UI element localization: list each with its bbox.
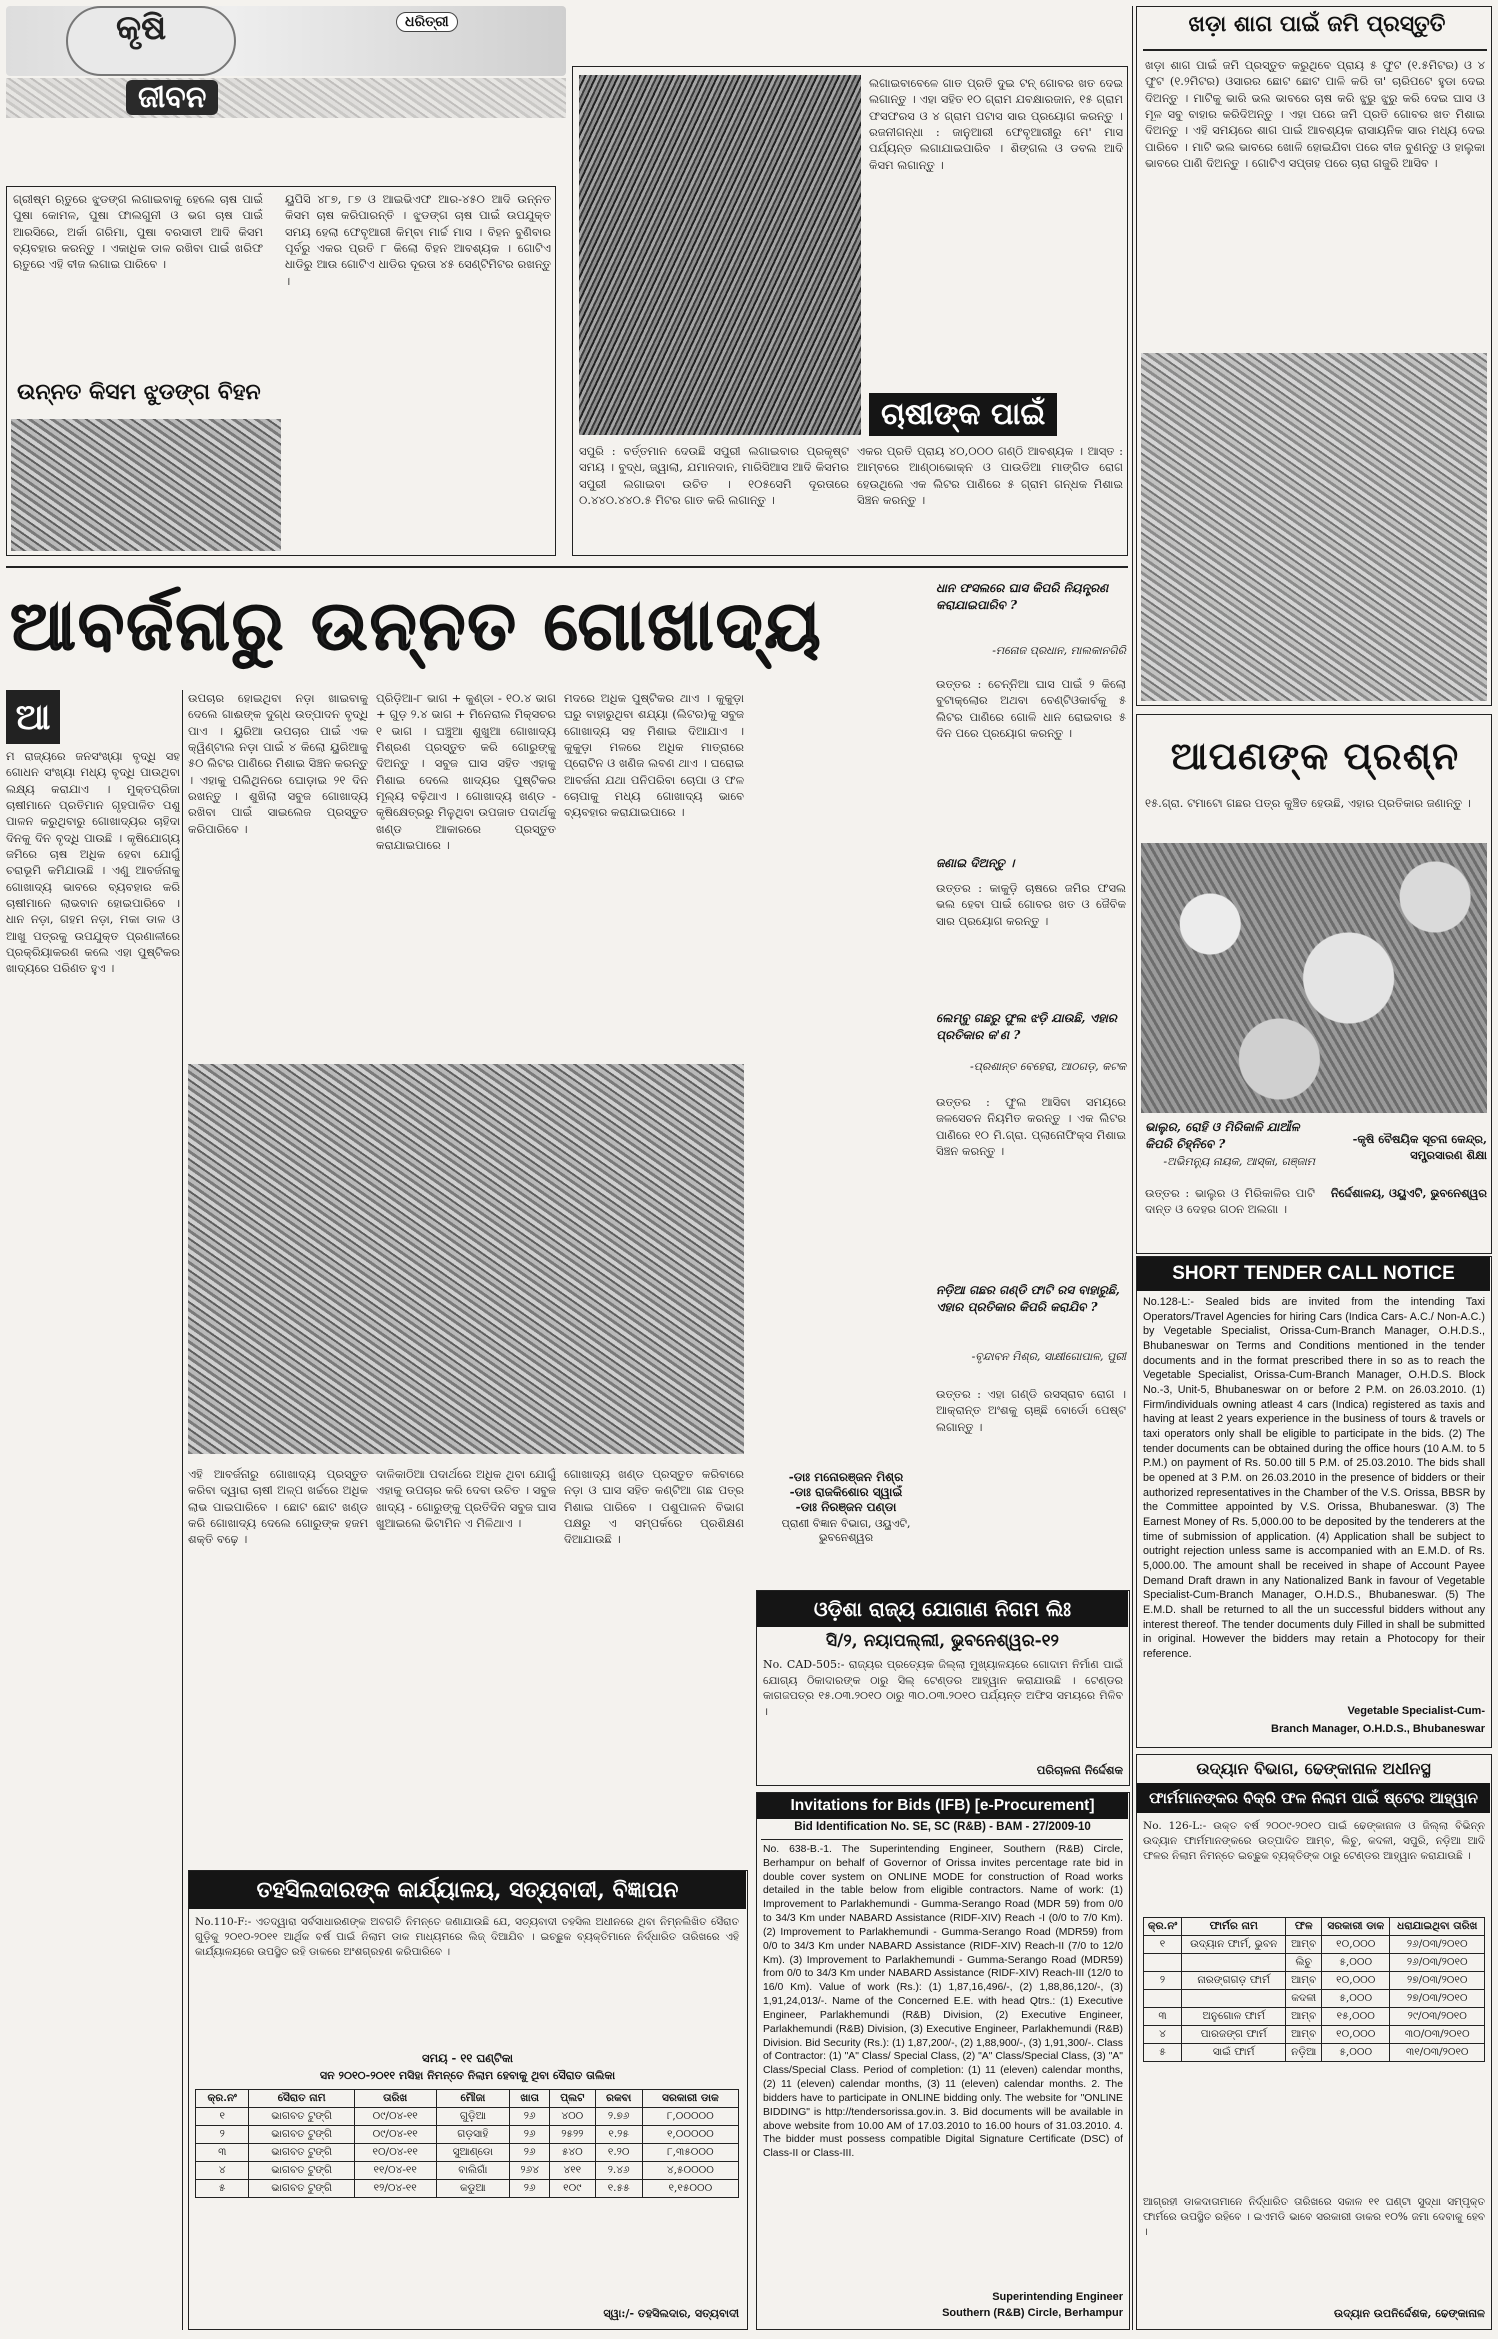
ifb-body: No. 638-B.-1. The Superintending Engineer, Southern (R&B) Circle, Berhampur on behalf of Governor of Orissa invites percentage rate bid in double cover system on ONLINE MODE for construction of Road works detailed in the table below from eligible contractors. Name of work: (1) Improvement to Parlakhemundi - Gumma-Serango Road (MDR 59) from 0/0 to 34/3 Km under NABARD Assistance (RIDF-XIV) Reach -I (0/0 to 7/0 Km). (2) Improvement to Parlakhemundi - Gumma-Serango Road (MDR59) from 0/0 to 34/3 Km under NABARD Assistance (RIDF-XIV) Reach-II (7/0 to 12/0 Km). (3) Improvement to Parlakhemundi - Gumma-Serango Road (MDR59) from 0/0 to 34/3 Km under NABARD Assistance (RIDF-XIV) Reach-III (12/0 to 16/0 Km). Value of work (Rs.): (1) 1,87,16,496/-, (2) 1,88,86,120/-, (3) 1,91,24,013/-. Name of the Concerned E.E. with head Qtrs.: (1) Executive Engineer, Parlakhemundi (R&B) Division, (2) Executive Engineer, Parlakhemundi (R&B) Division, (3) Executive Engineer, Parlakhemundi (R&B) Division. Bid Security (Rs.): (1) 1,87,200/-, (2) 1,88,900/-, (3) 1,91,300/-. Class of Contractor: (1) "A" Class/ Special Class, (2) "A" Class/Special Class, (3) "A" Class/Special Class. Period of completion: (1) 11 (eleven) calendar months, (2) 11 (eleven) calendar months, (3) 11 (eleven) calendar months. 2. The bidders have to participate in ONLINE bidding only. The website for "ONLINE BIDDING" is http://tendersorissa.gov.in. 3. Bid documents will be available in above website from 10.00 AM of 17.03.2010 to 16.00 hours of 31.03.2010. 4. The bidder must possess compatible Digital Signature Certificate (DSC) of Class-II or Class-III. [763, 1844, 1123, 2160]
supply-corp-sign: ପରିଚାଳନା ନିର୍ଦ୍ଦେଶକ [1036, 1763, 1123, 1777]
short-tender-headline: SHORT TENDER CALL NOTICE [1137, 1257, 1490, 1291]
table-cell: ୮,୩୫୦୦୦ [642, 2144, 738, 2162]
ifb-rule [761, 1839, 1123, 1840]
tahasil-sign: ସ୍ୱା:/- ତହସିଲଦାର, ସତ୍ୟବାଦୀ [603, 2307, 739, 2320]
table-cell: ୨୬ [510, 2180, 550, 2198]
masthead-paper: ଧରିତ୍ରୀ [396, 12, 458, 32]
ifb-sign-2: Southern (R&B) Circle, Berhampur [942, 2307, 1123, 2319]
short-tender-body: No.128-L:- Sealed bids are invited from the intending Taxi Operators/Travel Agencies for hiring Cars (Indica Cars- A.C./ Non-A.C.) by Vegetable Specialist, Orissa-Cum-Branch Manager, O.H.D.S., Bhubaneswar on Terms and Conditions mentioned in the tender documents and in the format prescribed there in so as to reach the Vegetable Specialist, Orissa-Cum-Branch Manager, O.H.D.S. Block No.-3, Unit-5, Bhubaneswar on or before 2 P.M. on 26.03.2010. (1) Firm/individuals owning atleast 4 cars (Indica) registered as taxis and having at least 2 years experience in the business of tours & travels or taxi operators only shall be eligible to participate in the bids. (2) The tender documents can be obtained during the office hours (10 A.M. to 5 P.M.) on payment of Rs. 50.00 till 5 P.M. of 25.03.2010. The bids shall be opened at 3 P.M. on 26.03.2010 in the presence of bidders or their authorized representatives in the Chamber of the V.S. Orissa, BBSR by the Committee appointed by V.S. Orissa, Bhubaneswar. (3) The Earnest Money of Rs. 5,000.00 to be deposited by the tenderers at the time of submission of application. (4) Application shall be subject to outright rejection unless same is accompanied with an E.M.D. of Rs. 5,000.00. The amount shall be received in shape of Account Payee Demand Draft drawn in any Nationalized Bank in favour of Vegetable Specialist-Cum-Branch Manager, O.H.D.S., Bhubaneswar. (5) The E.M.D. shall be returned to all the un successful bidders without any interest thereof. The tender documents duly Filled in shall be submitted in original. However the bidders may retain a Photocopy for their reference. [1143, 1296, 1485, 1661]
table-cell: ୧୨/୦୪-୧୧ [354, 2180, 436, 2198]
table-cell: ୨୬୪ [510, 2162, 550, 2180]
beans-article [6, 186, 556, 556]
column-rule-right [1132, 6, 1133, 2330]
table-cell: ୧୦/୦୪-୧୧ [354, 2144, 436, 2162]
tahasil-col-2: ତାରିଖ [354, 2090, 436, 2108]
table-cell: ଗୁଡ଼ିଆ [436, 2108, 510, 2126]
short-tender-box [1136, 1256, 1492, 1748]
table-cell: ୧୦,୦୦୦ [1322, 1936, 1390, 1954]
main-headline: ଆବର୍ଜନାରୁ ଉନ୍ନତ ଗୋଖାଦ୍ୟ [10, 586, 823, 666]
table-cell: ୨.୭୬ [595, 2108, 642, 2126]
your-question-q: ଭାଲୁର, ରୋହି ଓ ମିରିକାଳି ଯାଆଁଳ କିପରି ଚିହ୍ନିବେ ? [1145, 1120, 1300, 1151]
your-question-intro: ୧୫.ଗ୍ରା. ଟମାଟୋ ଗଛର ପତ୍ର କୁଞ୍ଚିତ ହେଉଛି, ଏହାର ପ୍ରତିକାର ଜଣାନ୍ତୁ । [1145, 796, 1471, 810]
flowers-bottom-left: ସପୁରି : ବର୍ତ୍ତମାନ ଦେଉଛି ସପୁରୀ ଲଗାଇବାର ପ୍ରକୃଷ୍ଟ ସମୟ । ବୁଦ୍ଧ, ଜ୍ୱାଲା, ଯମାନଦାନ, ମାରିସିଆସ ଆଦି କିସମର ସପୁରୀ ଲଗାଇବା ଉଚିତ । ୧୦୫ସେମି ଦୂରତାରେ ୦.୪୪୦.୪୪୦.୫ ମିଟର ଗାତ କରି ଲଗାନ୍ତୁ । [579, 444, 849, 507]
table-cell: ୧,୦୦୦୦୦ [642, 2126, 738, 2144]
table-cell: ବାଲିଗାଁ [436, 2162, 510, 2180]
tahasil-headline: ତହସିଲଦାରଙ୍କ କାର୍ଯ୍ୟାଳୟ, ସତ୍ୟବାଦୀ, ବିଜ୍ଞାପନ [189, 1871, 746, 1909]
table-row [196, 2162, 739, 2180]
main-col1: ମ ରାଜ୍ୟରେ ଜନସଂଖ୍ୟା ବୃଦ୍ଧି ସହ ଗୋଧନ ସଂଖ୍ୟା ମଧ୍ୟ ବୃଦ୍ଧି ପାଉଥିବା ଲକ୍ଷ୍ୟ କରାଯାଏ । ମୁକ୍ତପ୍ରିଜା ଚାଷୀମାନେ ପ୍ରତିମାନ ଗୃହପାଳିତ ପଶୁ ପାଳନ କରୁଥିବାରୁ ଗୋଖାଦ୍ୟର ଚାହିଦା ଦିନକୁ ଦିନ ବୃଦ୍ଧି ପାଉଛି । କୃଷିଯୋଗ୍ୟ ଜମିରେ ଚାଷ ଅଧିକ ହେବା ଯୋଗୁଁ ଚରାଭୂମି କମିଯାଉଛି । ଏଣୁ ଆବର୍ଜନାକୁ ଗୋଖାଦ୍ୟ ଭାବରେ ବ୍ୟବହାର କରି ଚାଷୀମାନେ ଲାଭବାନ ହୋଇପାରିବେ । ଧାନ ନଡ଼ା, ଗହମ ନଡ଼ା, ମକା ଡାଳ ଓ ଆଖୁ ପତ୍ରକୁ ଉପଯୁକ୍ତ ପ୍ରଣାଳୀରେ ପ୍ରକ୍ରିୟାକରଣ କଲେ ଏହା ପୁଷ୍ଟିକର ଖାଦ୍ୟରେ ପରିଣତ ହୁଏ । [6, 749, 180, 976]
main-col2: ଉପଚାର ହୋଇଥିବା ନଡ଼ା ଖାଇବାକୁ ଦେଲେ ଗାଈଙ୍କ ଦୁଗ୍ଧ ଉତ୍ପାଦନ ବୃଦ୍ଧି ପାଏ । ୟୁରିଆ ଉପଚାର ପାଇଁ ଏକ କ୍ୱିଣ୍ଟାଲ ନଡ଼ା ପାଇଁ ୪ କିଲୋ ୟୁରିଆକୁ ୫୦ ଲିଟର ପାଣିରେ ମିଶାଇ ସିଞ୍ଚନ କରନ୍ତୁ । ଏହାକୁ ପଲିଥିନରେ ଘୋଡ଼ାଇ ୨୧ ଦିନ ରଖନ୍ତୁ । ଶୁଖିଲା ସବୁଜ ଗୋଖାଦ୍ୟ ରଖିବା ପାଇଁ ସାଇଲେଜ ପ୍ରସ୍ତୁତ କରିପାରିବେ । [188, 691, 368, 836]
beans-body-left: ଗ୍ରୀଷ୍ମ ଋତୁରେ ଝୁଡଙ୍ଗ ଲଗାଇବାକୁ ହେଲେ ଚାଷ ପାଇଁ ପୁଷା କୋମଳ, ପୁଷା ଫାଲଗୁନୀ ଓ ଭଗ ଚାଷ ପାଇଁ ଆରସିରେ, ଅର୍କା ଗରିମା, ପୁଷା ବରସାତୀ ଆଦି କିସମ ବ୍ୟବହାର କରନ୍ତୁ । ଏକାଧିକ ଡାଳ ରଖିବା ପାଇଁ ଖରିଫ ଋତୁରେ ଏହି ବୀଜ ଲଗାଇ ପାରିବେ । [13, 192, 263, 272]
headline-rule [6, 566, 1128, 568]
qa-answer-2: ଉତ୍ତର : କାକୁଡ଼ି ଚାଷରେ ଜମିର ଫସଲ ଭଲ ହେବା ପାଇଁ ଗୋବର ଖତ ଓ ଜୈବିକ ସାର ପ୍ରୟୋଗ କରନ୍ତୁ । [936, 881, 1126, 928]
table-cell: ୫,୦୦୦ [1322, 1990, 1390, 2008]
byline-2: -ଡାଃ ରାଜକିଶୋର ସ୍ୱାଇଁ [789, 1485, 903, 1499]
table-cell: ୨.୪୬ [595, 2162, 642, 2180]
your-question-photo [1141, 843, 1487, 1113]
table-cell: କଦଳୀ [1286, 1990, 1322, 2008]
table-cell: ନଡ଼ିଆ [1286, 2044, 1322, 2062]
table-row [1144, 1990, 1485, 2008]
table-row [196, 2126, 739, 2144]
table-cell: ୨ [1144, 1972, 1182, 1990]
main-photo [188, 1064, 744, 1454]
qa-question-2: ଜଣାଇ ଦିଅନ୍ତୁ । [936, 856, 1015, 870]
horti-col-4: ଧରାଯାଇଥିବା ତାରିଖ [1390, 1918, 1485, 1936]
masthead-crop-photo [6, 78, 566, 118]
table-cell: ୧ [196, 2108, 249, 2126]
table-row [1144, 2026, 1485, 2044]
table-cell: ଆମ୍ବ [1286, 1936, 1322, 1954]
tahasil-col-3: ମୌଜା [436, 2090, 510, 2108]
table-cell: ୧୦,୦୦୦ [1322, 1972, 1390, 1990]
table-row [196, 2180, 739, 2198]
table-cell: ୨୬/୦୩/୨୦୧୦ [1390, 1936, 1485, 1954]
table-cell: ୧.୨୫ [595, 2126, 642, 2144]
flowers-top-text: ଲଗାଇବାବେଳେ ଗାତ ପ୍ରତି ଦୁଇ ଟନ୍ ଗୋବର ଖତ ଦେଇ ଲଗାନ୍ତୁ । ଏହା ସହିତ ୧୦ ଗ୍ରାମ ଯବକ୍ଷାରଜାନ, ୧୫ ଗ୍ରାମ ଫସଫରସ ଓ ୪ ଗ୍ରାମ ପଟାସ ସାର ପ୍ରୟୋଗ କରନ୍ତୁ । ରଜନୀଗନ୍ଧା : ଜାନୁଆରୀ ଫେବୃଆରୀରୁ ମେ' ମାସ ପର୍ଯ୍ୟନ୍ତ ଲଗାଯାଇପାରିବ । ଶିଙ୍ଗଲ ଓ ଡବଲ ଆଦି କିସମ ଲଗାନ୍ତୁ । [869, 76, 1123, 172]
beans-body-right: ୟୁପିସି ୪୮୭, ୮୭ ଓ ଆଇଭିଏଫ ଆର-୪୫୦ ଆଦି ଉନ୍ନତ କିସମ ଚାଷ କରିପାରନ୍ତି । ଝୁଡଙ୍ଗ ଚାଷ ପାଇଁ ଉପଯୁକ୍ତ ସମୟ ହେଲା ଫେବୃଆରୀ କିମ୍ବା ମାର୍ଚ୍ଚ ମାସ । ବିହନ ବୁଣିବାର ପୂର୍ବରୁ ଏକର ପ୍ରତି ୮ କିଲୋ ବିହନ ଆବଶ୍ୟକ । ଗୋଟିଏ ଧାଡିରୁ ଆଉ ଗୋଟିଏ ଧାଡିର ଦୂରତା ୪୫ ସେଣ୍ଟିମିଟର ରଖନ୍ତୁ । [285, 192, 551, 288]
table-cell: ନାରଙ୍ଗଗଡ଼ ଫାର୍ମ [1182, 1972, 1286, 1990]
table-cell: ୫୪୦ [550, 2144, 596, 2162]
tahasil-table-body [196, 2108, 739, 2198]
tahasil-col-6: ରକବା [595, 2090, 642, 2108]
main-bottom-col1: ଏହି ଆବର୍ଜନାରୁ ଗୋଖାଦ୍ୟ ପ୍ରସ୍ତୁତ କରିବା ଦ୍ୱାରା ଚାଷୀ ଅଳ୍ପ ଖର୍ଚ୍ଚରେ ଅଧିକ ଲାଭ ପାଇପାରିବେ । ଛୋଟ ଛୋଟ ଖଣ୍ଡ କରି ଗୋଖାଦ୍ୟ ଦେଲେ ଗୋରୁଙ୍କ ହଜମ ଶକ୍ତି ବଢ଼େ । [188, 1467, 368, 1547]
main-bottom-col2: ଦାଳିକାଠିଆ ପଦାର୍ଥରେ ଅଧିକ ଥିବା ଯୋଗୁଁ ଏହାକୁ ଉପଚାର କରି ଦେବା ଉଚିତ । ସବୁଜ ଖାଦ୍ୟ - ଗୋରୁଙ୍କୁ ପ୍ରତିଦିନ ସବୁଜ ଘାସ ଖୁଆଇଲେ ଭିଟାମିନ ଏ ମିଳିଥାଏ । [376, 1467, 556, 1530]
flowers-photo [579, 75, 861, 435]
table-cell [1144, 1954, 1182, 1972]
table-cell: ସୁଆଣ୍ଡୋ [436, 2144, 510, 2162]
ifb-subhead: Bid Identification No. SE, SC (R&B) - BAM - 27/2009-10 [794, 1821, 1091, 1833]
table-cell: ୪୦୦ [550, 2108, 596, 2126]
table-cell: ୪,୫୦୦୦୦ [642, 2162, 738, 2180]
green-veg-rule [1143, 49, 1487, 51]
horti-col-1: ଫାର୍ମର ନାମ [1182, 1918, 1286, 1936]
main-bylines [756, 1470, 936, 1545]
flowers-article [572, 66, 1128, 556]
your-question-answer: ଉତ୍ତର : ଭାଲୁର ଓ ମିରିକାଳିର ପାଟି ଦାନ୍ତ ଓ ଦେହର ଗଠନ ଅଲଗା । [1145, 1186, 1315, 1217]
horti-sign: ଉଦ୍ୟାନ ଉପନିର୍ଦ୍ଦେଶକ, ଢେଙ୍କାନାଳ [1334, 2307, 1485, 2320]
qa-question-1: ଧାନ ଫସଲରେ ଘାସ କିପରି ନିୟନ୍ତ୍ରଣ କରାଯାଇପାରିବ ? [936, 581, 1109, 612]
table-cell: ୫ [1144, 2044, 1182, 2062]
table-cell: ୫ [196, 2180, 249, 2198]
supply-corp-address: ସି/୨, ନୟାପଲ୍ଲୀ, ଭୁବନେଶ୍ୱର-୧୨ [826, 1631, 1059, 1651]
table-cell: ୧୦୯ [550, 2180, 596, 2198]
beans-headline: ଉନ୍ନତ କିସମ ଝୁଡଙ୍ଗ ବିହନ [17, 379, 261, 405]
supply-corp-body: No. CAD-505:- ରାଜ୍ୟର ପ୍ରତ୍ୟେକ ଜିଲ୍ଲା ମୁଖ୍ୟାଳୟରେ ଗୋଦାମ ନିର୍ମାଣ ପାଇଁ ଯୋଗ୍ୟ ଠିକାଦାରଙ୍କ ଠାରୁ ସିଲ୍ ଟେଣ୍ଡର ଆହ୍ୱାନ କରାଯାଉଛି । ଟେଣ୍ଡର କାଗଜପତ୍ର ୧୫.୦୩.୨୦୧୦ ଠାରୁ ୩୦.୦୩.୨୦୧୦ ପର୍ଯ୍ୟନ୍ତ ଅଫିସ ସମୟରେ ମିଳିବ । [763, 1658, 1123, 1718]
table-cell: ୩୦/୦୩/୨୦୧୦ [1390, 2026, 1485, 2044]
table-cell: ୨୬ [510, 2108, 550, 2126]
table-row [196, 2144, 739, 2162]
supply-corp-box [756, 1590, 1130, 1786]
tahasil-box [188, 1870, 748, 2330]
table-cell: ୫,୦୦୦ [1322, 1954, 1390, 1972]
masthead-title: କୃଷି [116, 8, 167, 48]
your-question-headline: ଆପଣଙ୍କ ପ୍ରଶ୍ନ [1170, 733, 1460, 778]
table-cell: ୨୬ [510, 2144, 550, 2162]
table-cell: ଭାଗବତ ଟୁଙ୍ଗି [249, 2108, 354, 2126]
table-cell: ୨୬ [510, 2126, 550, 2144]
byline-affiliation: ପ୍ରାଣୀ ବିଜ୍ଞାନ ବିଭାଗ, ଓୟୁଏଟି, ଭୁବନେଶ୍ୱର [781, 1517, 911, 1544]
main-col3: ପ୍ରିଡ଼ିଆ-୮ ଭାଗ + କୁଣ୍ଡା - ୧୦.୪ ଭାଗ + ଗୁଡ଼ ୨.୪ ଭାଗ + ମିନେରାଲ ମିକ୍ସଚର ୧ ଭାଗ । ଘଞ୍ଚୁଆ ଶୁଖୁଆ ଗୋଖାଦ୍ୟ ମିଶ୍ରଣ ପ୍ରସ୍ତୁତ କରି ଗୋରୁଙ୍କୁ ଦିଅନ୍ତୁ । ସବୁଜ ଘାସ ସହିତ ଏହାକୁ ମିଶାଇ ଦେଲେ ଖାଦ୍ୟର ପୁଷ୍ଟିକର ମୂଲ୍ୟ ବଢ଼ିଥାଏ । ଗୋଖାଦ୍ୟ ଖଣ୍ଡ - କୃଷିକ୍ଷେତ୍ରରୁ ମିଳୁଥିବା ଉପଜାତ ପଦାର୍ଥକୁ ଖଣ୍ଡ ଆକାରରେ ପ୍ରସ୍ତୁତ କରାଯାଇପାରେ । [376, 691, 556, 852]
your-question-box [1136, 714, 1492, 1254]
table-cell: ଭାଗବତ ଟୁଙ୍ଗି [249, 2180, 354, 2198]
table-cell: ସାଇଁ ଫାର୍ମ [1182, 2044, 1286, 2062]
qa-question-4-byline: -ବୃନ୍ଦାବନ ମିଶ୍ର, ସାକ୍ଷୀଗୋପାଳ, ପୁରୀ [971, 1350, 1126, 1363]
byline-1: -ଡାଃ ମନୋରଞ୍ଜନ ମିଶ୍ର [788, 1470, 904, 1484]
table-cell: ଭାଗବତ ଟୁଙ୍ଗି [249, 2144, 354, 2162]
table-cell: ୨୫୨୨ [550, 2126, 596, 2144]
table-cell: ଆମ୍ବ [1286, 2026, 1322, 2044]
byline-3: -ଡାଃ ନିରଞ୍ଜନ ପଣ୍ଡା [795, 1500, 897, 1514]
table-row [1144, 2008, 1485, 2026]
qa-answer-1: ଉତ୍ତର : ଚେନ୍ନିଆ ଘାସ ପାଇଁ ୨ କିଲୋ ବୁଟାକ୍ଲୋର ଅଥବା ବେଣ୍ଟିଓକାର୍ବକୁ ୫ ଲିଟର ପାଣିରେ ଗୋଳି ଧାନ ରୋଇବାର ୫ ଦିନ ପରେ ପ୍ରୟୋଗ କରନ୍ତୁ । [936, 677, 1126, 740]
qa-question-3: ଲେମ୍ବୁ ଗଛରୁ ଫୁଲ ଝଡ଼ି ଯାଉଛି, ଏହାର ପ୍ରତିକାର କ'ଣ ? [936, 1011, 1117, 1042]
your-question-credit-2: ନିର୍ଦ୍ଦେଶାଳୟ, ଓୟୁଏଟି, ଭୁବନେଶ୍ୱର [1330, 1186, 1487, 1200]
tahasil-time: ସମୟ - ୧୧ ଘଣ୍ଟିକା [421, 2051, 514, 2065]
ifb-box [756, 1792, 1130, 2330]
table-cell [1144, 1990, 1182, 2008]
tahasil-col-1: ସୈରାତ ନାମ [249, 2090, 354, 2108]
table-cell: ୧.୨୦ [595, 2144, 642, 2162]
table-cell: ଭାଗବତ ଟୁଙ୍ଗି [249, 2162, 354, 2180]
horti-table [1143, 1917, 1485, 2062]
masthead [6, 6, 566, 76]
horti-body: No. 126-L:- ଉକ୍ତ ବର୍ଷ ୨୦୦୯-୨୦୧୦ ପାଇଁ ଢେଙ୍କାନାଳ ଓ ଜିଲ୍ଲା ବିଭିନ୍ନ ଉଦ୍ୟାନ ଫାର୍ମମାନଙ୍କରେ ଉତ୍ପାଦିତ ଆମ୍ବ, ଲିଚୁ, କଦଳୀ, ସପୁରି, ନଡ଼ିଆ ଆଦି ଫଳର ନିଲାମ ନିମନ୍ତେ ଇଚ୍ଛୁକ ବ୍ୟକ୍ତିଙ୍କ ଠାରୁ ଟେଣ୍ଡର ଆହ୍ୱାନ କରାଯାଉଛି । [1143, 1820, 1485, 1862]
table-cell: ୩ [1144, 2008, 1182, 2026]
horti-headline-1: ଉଦ୍ୟାନ ବିଭାଗ, ଢେଙ୍କାନାଳ ଅଧୀନସ୍ଥ [1196, 1759, 1431, 1778]
table-cell: ଲିଚୁ [1286, 1954, 1322, 1972]
table-row [1144, 1972, 1485, 1990]
table-cell: ଭାଗବତ ଟୁଙ୍ଗି [249, 2126, 354, 2144]
table-cell: ୦୯/୦୪-୧୧ [354, 2126, 436, 2144]
main-dropcap: ଆ [6, 690, 60, 744]
ifb-sign-1: Superintending Engineer [992, 2291, 1123, 2303]
table-cell: ଉଦ୍ୟାନ ଫାର୍ମ, ଭୁବନ [1182, 1936, 1286, 1954]
your-question-credit-1: -କୃଷି ବୈଷୟିକ ସୂଚନା କେନ୍ଦ୍ର, ସମ୍ପ୍ରସାରଣ ଶିକ୍ଷା [1352, 1132, 1487, 1163]
qa-answer-3: ଉତ୍ତର : ଫୁଲ ଆସିବା ସମୟରେ ଜଳସେଚନ ନିୟମିତ କରନ୍ତୁ । ଏକ ଲିଟର ପାଣିରେ ୧୦ ମି.ଗ୍ରା. ପ୍ଲାନୋଫିକ୍ସ ମିଶାଇ ସିଞ୍ଚନ କରନ୍ତୁ । [936, 1095, 1126, 1158]
table-cell: ୧ [1144, 1936, 1182, 1954]
horti-col-3: ସରକାରୀ ଡାକ [1322, 1918, 1390, 1936]
table-cell: ୨୭/୦୩/୨୦୧୦ [1390, 1990, 1485, 2008]
horti-col-2: ଫଳ [1286, 1918, 1322, 1936]
short-tender-sign-2: Branch Manager, O.H.D.S., Bhubaneswar [1271, 1723, 1485, 1735]
table-cell: ୨ [196, 2126, 249, 2144]
qa-question-1-byline: -ମନୋଜ ପ୍ରଧାନ, ମାଲକାନଗିରି [992, 644, 1126, 657]
table-cell: ୧୫,୦୦୦ [1322, 2008, 1390, 2026]
main-col4: ମଦରେ ଅଧିକ ପୁଷ୍ଟିକର ଥାଏ । କୁକୁଡ଼ା ଘରୁ ବାହାରୁଥିବା ଶଯ୍ୟା (ଲିଟର)କୁ ସବୁଜ ଗୋଖାଦ୍ୟ ସହ ମିଶାଇ ଦିଆଯାଏ । କୁକୁଡ଼ା ମଳରେ ଅଧିକ ମାତ୍ରାରେ ପ୍ରୋଟିନ ଓ ଖଣିଜ ଲବଣ ଥାଏ । ଘରୋଇ ଆବର୍ଜନା ଯଥା ପନିପରିବା ଚୋପା ଓ ଫଳ ଚୋପାକୁ ମଧ୍ୟ ଗୋଖାଦ୍ୟ ଭାବେ ବ୍ୟବହାର କରାଯାଇପାରେ । [564, 691, 744, 820]
horti-footer: ଆଗ୍ରହୀ ଡାକଦାତାମାନେ ନିର୍ଦ୍ଧାରିତ ତାରିଖରେ ସକାଳ ୧୧ ଘଣ୍ଟା ସୁଦ୍ଧା ସମ୍ପୃକ୍ତ ଫାର୍ମରେ ଉପସ୍ଥିତ ରହିବେ । ଇଏମଡି ଭାବେ ସରକାରୀ ଡାକର ୧୦% ଜମା ଦେବାକୁ ହେବ । [1143, 2196, 1485, 2238]
green-veg-photo [1141, 353, 1487, 701]
table-row [1144, 2044, 1485, 2062]
beans-photo [11, 419, 281, 551]
table-cell: ୪ [1144, 2026, 1182, 2044]
green-veg-article [1136, 6, 1492, 706]
table-cell [1182, 1990, 1286, 2008]
tahasil-col-7: ସରକାରୀ ଡାକ [642, 2090, 738, 2108]
main-bottom-col3: ଗୋଖାଦ୍ୟ ଖଣ୍ଡ ପ୍ରସ୍ତୁତ କରିବାରେ ନଡ଼ା ଓ ଘାସ ସହିତ କଣ୍ଟିଆ ଗଛ ପତ୍ର ମିଶାଇ ପାରିବେ । ପଶୁପାଳନ ବିଭାଗ ପକ୍ଷରୁ ଏ ସମ୍ପର୍କରେ ପ୍ରଶିକ୍ଷଣ ଦିଆଯାଉଛି । [564, 1467, 744, 1547]
table-cell: ୨୬/୦୩/୨୦୧୦ [1390, 1954, 1485, 1972]
table-row [1144, 1954, 1485, 1972]
table-cell: ଆମ୍ବ [1286, 2008, 1322, 2026]
table-cell: ୧.୫୫ [595, 2180, 642, 2198]
qa-question-3-byline: -ପ୍ରଶାନ୍ତ ବେହେରା, ଆଠଗଡ଼, କଟକ [969, 1060, 1126, 1073]
tahasil-col-0: କ୍ର.ନଂ [196, 2090, 249, 2108]
column-rule-left [182, 690, 183, 2330]
table-cell: ୨୯/୦୩/୨୦୧୦ [1390, 2008, 1485, 2026]
tahasil-body: No.110-F:- ଏତଦ୍ୱାରା ସର୍ବସାଧାରଣଙ୍କ ଅବଗତି ନିମନ୍ତେ ଜଣାଯାଉଛି ଯେ, ସତ୍ୟବାଦୀ ତହସିଲ ଅଧୀନରେ ଥିବା ନିମ୍ନଲିଖିତ ସୈରାତ ଗୁଡ଼ିକୁ ୨୦୧୦-୨୦୧୧ ଆର୍ଥିକ ବର୍ଷ ପାଇଁ ନିଲାମ ଡାକ ମାଧ୍ୟମରେ ଲିଜ୍ ଦିଆଯିବ । ଇଚ୍ଛୁକ ବ୍ୟକ୍ତିମାନେ ନିର୍ଦ୍ଧାରିତ ତାରିଖରେ ଏହି କାର୍ଯ୍ୟାଳୟରେ ଉପସ୍ଥିତ ରହି ଡାକରେ ଅଂଶଗ୍ରହଣ କରିପାରିବେ । [195, 1916, 739, 1958]
qa-question-4: ନଡ଼ିଆ ଗଛର ଗଣ୍ଡି ଫାଟି ରସ ବାହାରୁଛି, ଏହାର ପ୍ରତିକାର କିପରି କରାଯିବ ? [936, 1283, 1120, 1314]
table-cell: ୫,୦୦୦ [1322, 2044, 1390, 2062]
tahasil-col-4: ଖାତା [510, 2090, 550, 2108]
horti-table-body [1144, 1936, 1485, 2062]
table-cell: ୧୧/୦୪-୧୧ [354, 2162, 436, 2180]
table-cell [1182, 1954, 1286, 1972]
table-cell: ୮,୦୦୦୦୦ [642, 2108, 738, 2126]
table-cell: କଡୁଆ [436, 2180, 510, 2198]
table-row [1144, 1936, 1485, 1954]
table-cell: ୧୦,୦୦୦ [1322, 2026, 1390, 2044]
table-row [196, 2108, 739, 2126]
table-cell: ପାରଜଙ୍ଗ ଫାର୍ମ [1182, 2026, 1286, 2044]
table-cell: ୩୧/୦୩/୨୦୧୦ [1390, 2044, 1485, 2062]
horti-table-header [1144, 1918, 1485, 1936]
tahasil-table-header [196, 2090, 739, 2108]
table-cell: ୪ [196, 2162, 249, 2180]
tahasil-table-title: ସନ ୨୦୧୦-୨୦୧୧ ମସିହା ନିମନ୍ତେ ନିଲାମ ହେବାକୁ ଥିବା ସୈରାତ ତାଲିକା [319, 2069, 616, 2082]
table-cell: ୪୧୧ [550, 2162, 596, 2180]
masthead-subtitle-bar [6, 78, 566, 118]
masthead-subtitle: ଜୀବନ [126, 80, 218, 115]
flowers-bottom-right: ଏକର ପ୍ରତି ପ୍ରାୟ ୪୦,୦୦୦ ଗଣ୍ଠି ଆବଶ୍ୟକ । ଆସ୍ତ : ଆମ୍ବରେ ଆଣ୍ଠାଭୋକ୍ନ ଓ ପାଉଡିଆ ମାଙ୍ଗିଡ ରୋଗ ହେଉଥିଲେ ଏକ ଲିଟର ପାଣିରେ ୫ ଗ୍ରାମ ଗନ୍ଧକ ମିଶାଇ ସିଞ୍ଚନ କରନ୍ତୁ । [857, 444, 1123, 507]
horti-box [1136, 1754, 1492, 2330]
qa-answer-4: ଉତ୍ତର : ଏହା ଗଣ୍ଡି ରସସ୍ରାବ ରୋଗ । ଆକ୍ରାନ୍ତ ଅଂଶକୁ ଚାଞ୍ଛି ବୋର୍ଡୋ ପେଷ୍ଟ ଲଗାନ୍ତୁ । [936, 1387, 1126, 1434]
table-cell: ୧,୧୫୦୦୦ [642, 2180, 738, 2198]
tahasil-table [195, 2089, 739, 2198]
table-cell: ୦୯/୦୪-୧୧ [354, 2108, 436, 2126]
table-cell: ଆମ୍ବ [1286, 1972, 1322, 1990]
table-cell: ୨୭/୦୩/୨୦୧୦ [1390, 1972, 1485, 1990]
horti-headline-2: ଫାର୍ମମାନଙ୍କର ବିକ୍ରି ଫଳ ନିଲାମ ପାଇଁ ଷ୍ଟେର ଆହ୍ୱାନ [1137, 1783, 1490, 1813]
ifb-headline: Invitations for Bids (IFB) [e-Procurement] [757, 1793, 1128, 1819]
short-tender-sign-1: Vegetable Specialist-Cum- [1347, 1705, 1485, 1717]
table-cell: ଅନୁଗୋଳ ଫାର୍ମ [1182, 2008, 1286, 2026]
green-veg-headline: ଖଡ଼ା ଶାଗ ପାଇଁ ଜମି ପ୍ରସ୍ତୁତି [1188, 11, 1446, 37]
green-veg-body: ଖଡ଼ା ଶାଗ ପାଇଁ ଜମି ପ୍ରସ୍ତୁତ କରୁଥିବେ ପ୍ରାୟ ୫ ଫୁଟ (୧.୫ମିଟର) ଓ ୪ ଫୁଟ (୧.୨ମିଟର) ଓସାରର ଛୋଟ ଛୋଟ ପାଳି କରି ତା' ଚାରିପଟେ ହୁଡା ଦେଇ ଦିଅନ୍ତୁ । ମାଟିକୁ ଭାରି ଭଲ ଭାବରେ ଚାଷ କରି ଝୁରୁ ଝୁରୁ କରି ଦେଇ ଘାସ ଓ ମୂଳ ସବୁ ବାହାର କରିଦିଅନ୍ତୁ । ଏହା ପରେ ଜମି ପ୍ରତି ଗୋବର ଖତ ମିଶାଇ ଦିଅନ୍ତୁ । ଏହି ସମୟରେ ଶାଗ ପାଇଁ ଆବଶ୍ୟକ ରାସାୟନିକ ସାର ମଧ୍ୟ ଦେଇ ପାରିବେ । ମାଟି ଭଲ ଭାବରେ ଖୋଳି ହୋଇଯିବା ପରେ ବୀଜ ବୁଣନ୍ତୁ ଓ ହାଲୁକା ଭାବରେ ପାଣି ଦିଅନ୍ତୁ । ଗୋଟିଏ ସପ୍ତାହ ପରେ ଚାରା ଗଜୁରି ଆସିବ । [1145, 58, 1485, 170]
tahasil-col-5: ପ୍ଲଟ [550, 2090, 596, 2108]
flowers-headline: ଚାଷୀଙ୍କ ପାଇଁ [869, 393, 1057, 436]
your-question-q-byline: -ଅଭିମନ୍ୟୁ ନାୟକ, ଆସ୍କା, ଗଞ୍ଜାମ [1163, 1155, 1315, 1168]
supply-corp-headline: ଓଡ଼ିଶା ରାଜ୍ୟ ଯୋଗାଣ ନିଗମ ଲିଃ [757, 1591, 1128, 1627]
table-cell: ୩ [196, 2144, 249, 2162]
table-cell: ଗଡ଼ସାହି [436, 2126, 510, 2144]
horti-col-0: କ୍ର.ନଂ [1144, 1918, 1182, 1936]
